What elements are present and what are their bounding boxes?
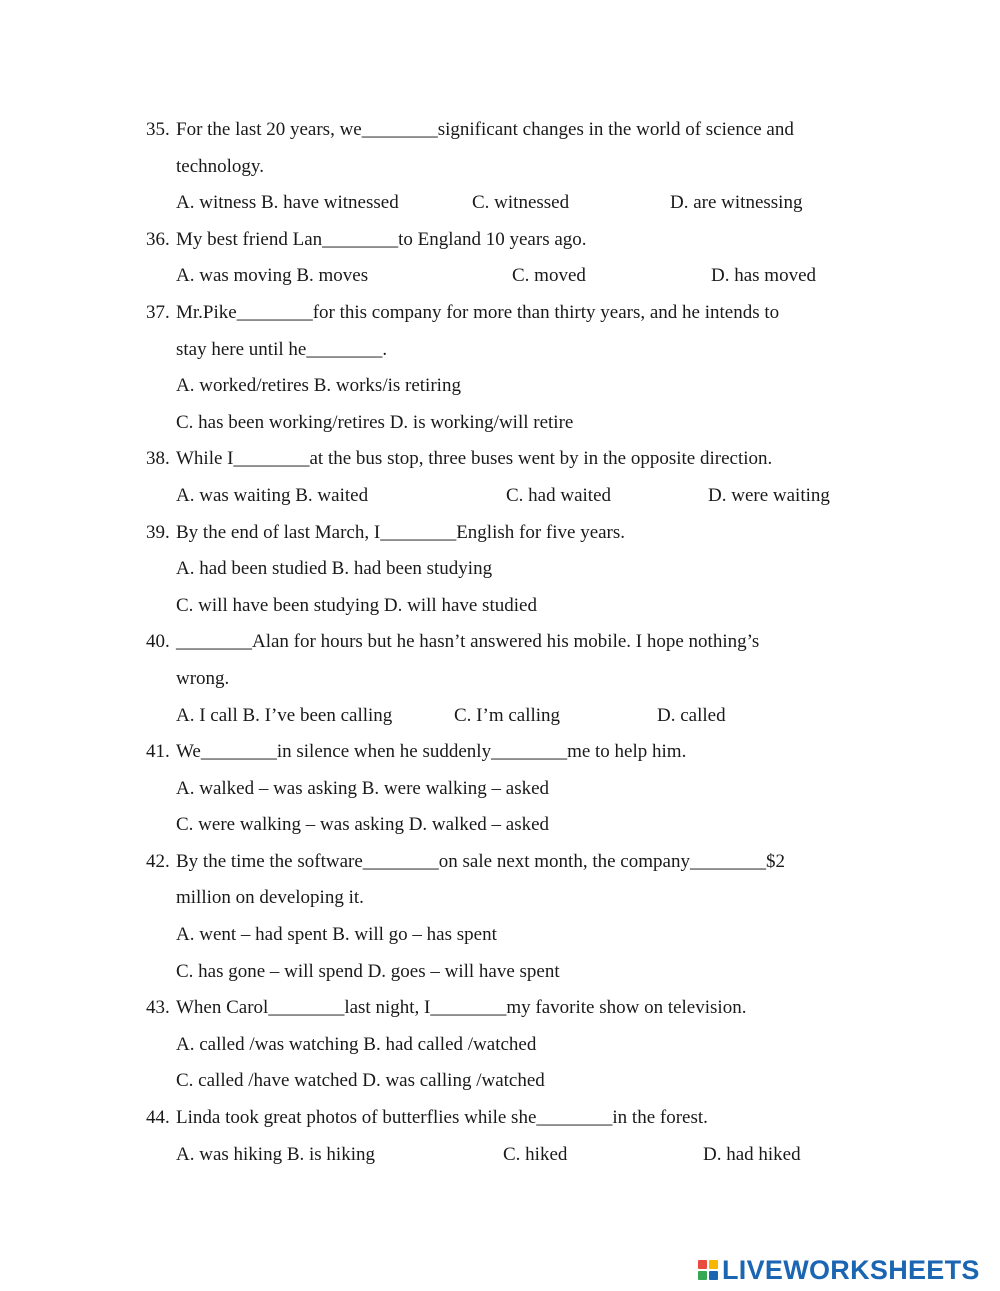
answer-option: D. has moved <box>711 265 817 287</box>
question-number: 40. <box>146 631 170 653</box>
question-text: ________Alan for hours but he hasn’t answered his mobile. I hope nothing’s <box>176 631 760 653</box>
question-line-continued <box>0 661 1000 698</box>
answer-option: A. was waiting B. waited <box>176 484 369 506</box>
question-text: For the last 20 years, we________significant changes in the world of science and <box>176 119 794 140</box>
question-line-continued <box>0 149 1000 186</box>
answer-option: C. moved <box>512 265 586 287</box>
question-text: technology. <box>176 155 264 177</box>
question-number: 43. <box>146 997 170 1019</box>
question-text: While I________at the bus stop, three buses went by in the opposite direction. <box>176 448 773 470</box>
question-item <box>0 990 1000 1100</box>
answer-option: A. had been studied B. had been studying <box>176 558 493 580</box>
answer-option: D. are witnessing <box>670 192 803 214</box>
logo-block-blue <box>709 1271 718 1280</box>
footer-logo <box>698 1254 980 1286</box>
options-row <box>0 258 1000 295</box>
options-row <box>0 368 1000 405</box>
question-text: Mr.Pike________for this company for more than thirty years, and he intends to <box>176 301 780 323</box>
question-line <box>0 222 1000 259</box>
question-item <box>0 222 1000 295</box>
answer-option: C. had waited <box>506 484 612 506</box>
answer-option: C. I’m calling <box>454 704 561 726</box>
answer-option: A. walked – was asking B. were walking – asked <box>176 777 550 799</box>
question-line <box>0 441 1000 478</box>
options-row <box>0 1137 1000 1174</box>
question-number: 38. <box>146 448 170 470</box>
answer-option: C. has gone – will spend D. goes – will have spent <box>176 960 560 982</box>
question-line <box>0 295 1000 332</box>
answer-option: D. were waiting <box>708 484 830 506</box>
logo-block-red <box>698 1260 707 1269</box>
question-text: By the end of last March, I________English for five years. <box>176 521 626 543</box>
answer-option: C. called /have watched D. was calling /watched <box>176 1070 545 1092</box>
logo-block-green <box>698 1271 707 1280</box>
question-number: 44. <box>146 1107 170 1129</box>
options-row <box>0 478 1000 515</box>
answer-option: A. was moving B. moves <box>176 265 369 287</box>
question-number: 35. <box>146 119 170 140</box>
question-text: million on developing it. <box>176 887 364 909</box>
question-line <box>0 112 1000 149</box>
question-text: wrong. <box>176 667 230 689</box>
question-text: By the time the software________on sale next month, the company________$2 <box>176 850 785 872</box>
question-item <box>0 515 1000 625</box>
question-line-continued <box>0 880 1000 917</box>
options-row <box>0 954 1000 991</box>
answer-option: C. has been working/retires D. is working/will retire <box>176 411 574 433</box>
question-text: We________in silence when he suddenly________me to help him. <box>176 741 687 763</box>
question-text: stay here until he________. <box>176 338 388 360</box>
question-number: 37. <box>146 301 170 323</box>
answer-option: A. worked/retires B. works/is retiring <box>176 375 461 397</box>
question-item <box>0 734 1000 844</box>
question-item <box>0 1100 1000 1173</box>
options-row <box>0 551 1000 588</box>
options-row <box>0 588 1000 625</box>
logo-text: LIVEWORKSHEETS <box>722 1254 980 1285</box>
question-line <box>0 515 1000 552</box>
question-number: 39. <box>146 521 170 543</box>
question-line <box>0 734 1000 771</box>
options-row <box>0 698 1000 735</box>
answer-option: C. witnessed <box>472 192 570 214</box>
question-line <box>0 624 1000 661</box>
question-item <box>0 295 1000 441</box>
question-item <box>0 441 1000 514</box>
options-row <box>0 1063 1000 1100</box>
answer-option: D. had hiked <box>703 1143 801 1165</box>
answer-option: D. called <box>657 704 726 726</box>
question-line <box>0 1100 1000 1137</box>
worksheet <box>0 112 1000 1173</box>
question-text: When Carol________last night, I________my favorite show on television. <box>176 997 747 1019</box>
answer-option: C. were walking – was asking D. walked – asked <box>176 814 550 836</box>
question-line-continued <box>0 332 1000 369</box>
options-row <box>0 185 1000 222</box>
question-item <box>0 112 1000 222</box>
options-row <box>0 771 1000 808</box>
question-text: Linda took great photos of butterflies while she________in the forest. <box>176 1107 708 1129</box>
question-number: 36. <box>146 228 170 250</box>
question-item <box>0 624 1000 734</box>
question-number: 41. <box>146 741 170 763</box>
options-row <box>0 807 1000 844</box>
answer-option: A. I call B. I’ve been calling <box>176 704 393 726</box>
question-item <box>0 844 1000 990</box>
question-number: 42. <box>146 850 170 872</box>
answer-option: C. hiked <box>503 1143 568 1165</box>
answer-option: A. called /was watching B. had called /watched <box>176 1033 537 1055</box>
options-row <box>0 1027 1000 1064</box>
options-row <box>0 917 1000 954</box>
liveworksheets-logo-icon <box>698 1260 718 1280</box>
logo-block-yellow <box>709 1260 718 1269</box>
answer-option: C. will have been studying D. will have studied <box>176 594 537 616</box>
question-text: My best friend Lan________to England 10 years ago. <box>176 228 587 250</box>
question-line <box>0 844 1000 881</box>
question-line <box>0 990 1000 1027</box>
answer-option: A. witness B. have witnessed <box>176 192 399 214</box>
options-row <box>0 405 1000 442</box>
answer-option: A. was hiking B. is hiking <box>176 1143 375 1165</box>
answer-option: A. went – had spent B. will go – has spent <box>176 924 497 946</box>
